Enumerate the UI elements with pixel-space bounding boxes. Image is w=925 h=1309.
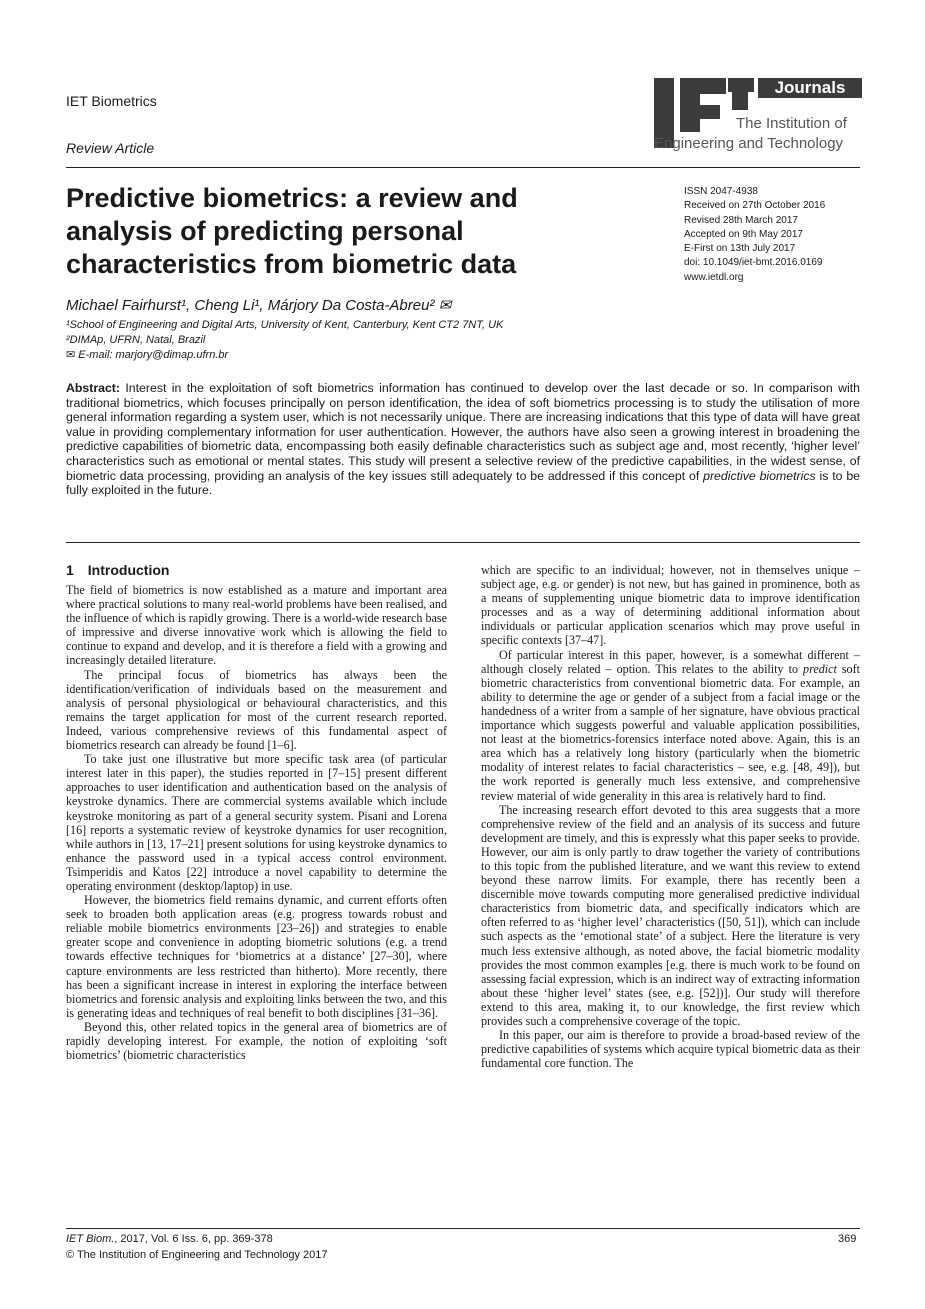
body-paragraph: The increasing research effort devoted to this area suggests that a more comprehensive review of the field and an analysis of its success and future development are timely, and this is expressly what this paper seeks to provide. However, our aim is only partly to draw together the variety of contributions to this topic from the published literature, and we want this review to extend beyond these narrow limits. For example, there has recently been a discernible move towards computing more generalised predictive individual characteristics from biometric data, and specifically indicators which are often referred to as ‘higher level’ characteristics ([50, 51]), which can include such aspects as the ‘emotional state’ of a subject. Here the literature is very much less extensive although, as noted above, the facial biometric modality provides the most common examples [e.g. there is much work to be found on assessing facial expression, which is an indirect way of extracting information about these ‘higher level’ states (see, e.g. [52])]. Our study will therefore extend to this area, making it, to our knowledge, the first review which provides such a comprehensive coverage of the topic. — [481, 802, 860, 1028]
body-paragraph — [481, 648, 860, 803]
section-heading — [66, 562, 447, 578]
journal-name: IET Biometrics — [66, 93, 157, 109]
accepted-date: Accepted on 9th May 2017 — [684, 228, 803, 240]
abstract-label: Abstract: — [66, 381, 120, 395]
institution-line1: The Institution of — [736, 115, 847, 132]
website-link[interactable]: www.ietdl.org — [684, 271, 744, 283]
paragraph-text: Of particular interest in this paper, however, is a somewhat different – although closely related – option. This relates to the ability to — [481, 647, 860, 676]
body-paragraph: To take just one illustrative but more specific task area (of particular interest later in this paper), the studies reported in [7–15] present different approaches to user identification and authentication based on the analysis of keystroke dynamics. There are commercial systems available which include keystroke monitoring as part of a general security system. Pisani and Lorena [16] reports a systematic review of keystroke dynamics for user recognition, while authors in [13, 17–21] present solutions for using keystroke dynamics to enhance the password used in a typical access control environment. Tsimperidis and Katos [22] introduce a novel capability to determine the operating environment (desktop/laptop) in use. — [66, 752, 447, 893]
footer-divider — [66, 1228, 860, 1229]
abstract — [66, 381, 860, 498]
abstract-emphasis: predictive biometrics — [703, 468, 816, 483]
body-paragraph: which are specific to an individual; however, not in themselves unique – subject age, e.g. or gender) is not new, but has gained in prominence, both as a means of supplementing unique biometric data to improve identification processes and as a way of determining additional information about individuals or particular application scenarios which may prove useful in specific contexts [37–47]. — [481, 563, 860, 648]
section-number: 1 — [66, 562, 74, 578]
paragraph-emphasis: predict — [803, 661, 837, 676]
header-divider — [66, 167, 860, 168]
section-title: Introduction — [87, 562, 170, 578]
affiliations — [66, 318, 503, 363]
iet-journals-logo — [654, 76, 864, 156]
abstract-text-end: is to be fully exploited in the future. — [66, 468, 860, 498]
affiliation-2: ²DIMAp, UFRN, Natal, Brazil — [66, 334, 206, 346]
author-list: Michael Fairhurst¹, Cheng Li¹, Márjory Da Costa-Abreu² ✉ — [66, 297, 452, 314]
doi-link[interactable]: doi: 10.1049/iet-bmt.2016.0169 — [684, 257, 823, 269]
revised-date: Revised 28th March 2017 — [684, 214, 798, 226]
article-title: Predictive biometrics: a review and analysis of predicting personal characteristics from biometric data — [66, 183, 518, 279]
envelope-icon: ✉ — [66, 349, 76, 361]
paragraph-text: soft biometric characteristics from conventional biometric data. For example, an ability to determine the age or gender of a subject from a facial image or the handedness of a writer from a sample of her signature, have obvious practical importance which suggests powerful and valuable application possibilities, not least at the biometrics-forensics interface noted above. Again, this is an area which has a relatively long history (particularly when the biometric modality of interest relates to facial characteristics – see, e.g. [48, 49]), but the work reported is generally much less extensive, and comprehensive review material of wide generality in this area is relatively hard to find. — [481, 661, 860, 803]
body-paragraph: The field of biometrics is now established as a mature and important area where practical solutions to many real-world problems have been realised, and the influence of which is rapidly growing. There is a world-wide research base of impressive and diverse innovative work which is allowing the field to continue to expand and develop, and it is therefore a field with a growing and increasingly detailed literature. — [66, 583, 447, 668]
footer-citation — [66, 1233, 273, 1245]
body-paragraph: Beyond this, other related topics in the general area of biometrics are of rapidly developing interest. For example, the notion of exploiting ‘soft biometrics’ (biometric characteristics — [66, 1019, 447, 1063]
article-meta — [684, 185, 825, 285]
abstract-divider — [66, 542, 860, 543]
article-type: Review Article — [66, 140, 155, 156]
footer-copyright: © The Institution of Engineering and Technology 2017 — [66, 1249, 328, 1261]
issn: ISSN 2047-4938 — [684, 186, 758, 197]
institution-line2: Engineering and Technology — [654, 135, 844, 152]
journals-label: Journals — [774, 78, 846, 97]
email-line[interactable] — [66, 348, 503, 363]
page-number: 369 — [838, 1233, 857, 1245]
footer-citation-text: , 2017, Vol. 6 Iss. 6, pp. 369-378 — [114, 1233, 273, 1245]
received-date: Received on 27th October 2016 — [684, 200, 826, 212]
body-column-left — [66, 562, 447, 1062]
body-paragraph: In this paper, our aim is therefore to provide a broad-based review of the predictive capabilities of systems which acquire typical biometric data as their fundamental core function. The — [481, 1028, 860, 1071]
body-paragraph: However, the biometrics field remains dynamic, and current efforts often seek to broaden both application areas (e.g. progress towards robust and reliable mobile biometrics environments [23–26]) and strategies to enable greater scope and convenience in adopting biometric solutions (e.g. a trend towards effective techniques for ‘biometrics at a distance’ [27–30], where capture environments are less restricted than hitherto). More recently, there has been a significant increase in interest in exploring the interface between biometrics and forensic analysis and exploiting links between the two, and this is generating ideas and techniques of real benefit to both disciplines [31–36]. — [66, 893, 447, 1020]
author-email[interactable]: E-mail: marjory@dimap.ufrn.br — [78, 349, 229, 361]
body-column-right — [481, 563, 860, 1070]
affiliation-1: ¹School of Engineering and Digital Arts, University of Kent, Canterbury, Kent CT2 7NT, UK — [66, 319, 504, 331]
body-paragraph: The principal focus of biometrics has always been the identification/verification of individuals based on the measurement and analysis of personal physiological or behavioural characteristics, and this remains the target application for most of the current research reported. Indeed, various comprehensive reviews of this fundamental aspect of biometrics research can already be found [1–6]. — [66, 667, 447, 753]
efirst-date: E-First on 13th July 2017 — [684, 243, 796, 255]
footer-journal: IET Biom. — [66, 1233, 115, 1245]
abstract-text: Interest in the exploitation of soft biometrics information has continued to develop over the last decade or so. In comparison with traditional biometrics, which focuses principally on person identification, the idea of soft biometrics processing is to study the utilisation of more general information regarding a system user, which is not necessarily unique. There are increasing indications that this type of data will have great value in providing complementary information for user authentication. However, the authors have also seen a growing interest in broadening the predictive capabilities of biometric data, encompassing both easily definable characteristics such as subject age and, most recently, ‘higher level’ characteristics such as emotional or mental states. This study will present a selective review of the predictive capabilities, in the widest sense, of biometric data processing, providing an analysis of the key issues still adequately to be addressed if this concept of — [66, 381, 860, 483]
